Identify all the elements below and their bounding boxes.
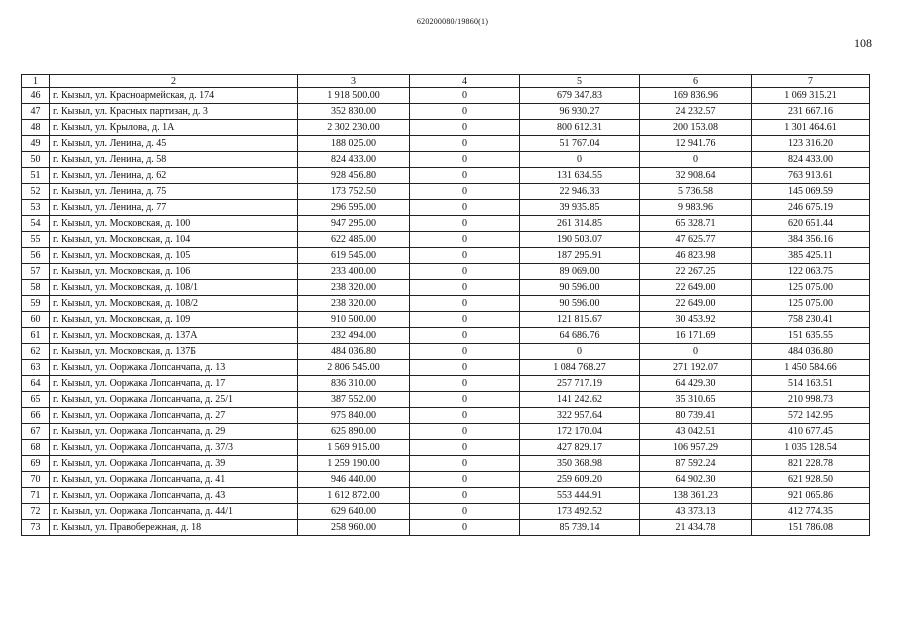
row-number: 62 xyxy=(22,344,50,360)
amount-cell: 43 373.13 xyxy=(640,504,752,520)
address-cell: г. Кызыл, ул. Ооржака Лопсанчапа, д. 39 xyxy=(50,456,298,472)
amount-cell: 12 941.76 xyxy=(640,136,752,152)
row-number: 71 xyxy=(22,488,50,504)
amount-cell: 22 649.00 xyxy=(640,280,752,296)
amount-cell: 121 815.67 xyxy=(520,312,640,328)
zero-cell: 0 xyxy=(410,472,520,488)
amount-cell: 232 494.00 xyxy=(298,328,410,344)
amount-cell: 821 228.78 xyxy=(752,456,870,472)
row-number: 59 xyxy=(22,296,50,312)
amount-cell: 90 596.00 xyxy=(520,296,640,312)
amount-cell: 824 433.00 xyxy=(752,152,870,168)
amount-cell: 200 153.08 xyxy=(640,120,752,136)
address-cell: г. Кызыл, ул. Ооржака Лопсанчапа, д. 17 xyxy=(50,376,298,392)
row-number: 64 xyxy=(22,376,50,392)
address-cell: г. Кызыл, ул. Ооржака Лопсанчапа, д. 37/3 xyxy=(50,440,298,456)
amount-cell: 21 434.78 xyxy=(640,520,752,536)
amount-cell: 384 356.16 xyxy=(752,232,870,248)
amount-cell: 47 625.77 xyxy=(640,232,752,248)
address-cell: г. Кызыл, ул. Ленина, д. 62 xyxy=(50,168,298,184)
amount-cell: 257 717.19 xyxy=(520,376,640,392)
amount-cell: 246 675.19 xyxy=(752,200,870,216)
amount-cell: 621 928.50 xyxy=(752,472,870,488)
table-row xyxy=(22,360,870,376)
amount-cell: 173 492.52 xyxy=(520,504,640,520)
amount-cell: 187 295.91 xyxy=(520,248,640,264)
address-cell: г. Кызыл, ул. Московская, д. 109 xyxy=(50,312,298,328)
amount-cell: 138 361.23 xyxy=(640,488,752,504)
address-cell: г. Кызыл, ул. Московская, д. 137Б xyxy=(50,344,298,360)
column-header: 7 xyxy=(752,75,870,88)
amount-cell: 190 503.07 xyxy=(520,232,640,248)
amount-cell: 87 592.24 xyxy=(640,456,752,472)
zero-cell: 0 xyxy=(410,408,520,424)
zero-cell: 0 xyxy=(410,328,520,344)
table-row xyxy=(22,184,870,200)
amount-cell: 975 840.00 xyxy=(298,408,410,424)
zero-cell: 0 xyxy=(410,152,520,168)
zero-cell: 0 xyxy=(410,456,520,472)
address-cell: г. Кызыл, ул. Крылова, д. 1А xyxy=(50,120,298,136)
amount-cell: 350 368.98 xyxy=(520,456,640,472)
address-cell: г. Кызыл, ул. Ленина, д. 75 xyxy=(50,184,298,200)
amount-cell: 622 485.00 xyxy=(298,232,410,248)
amount-cell: 169 836.96 xyxy=(640,88,752,104)
amount-cell: 921 065.86 xyxy=(752,488,870,504)
amount-cell: 1 569 915.00 xyxy=(298,440,410,456)
row-number: 46 xyxy=(22,88,50,104)
amount-cell: 151 786.08 xyxy=(752,520,870,536)
amount-cell: 35 310.65 xyxy=(640,392,752,408)
zero-cell: 0 xyxy=(410,104,520,120)
table-row xyxy=(22,520,870,536)
amount-cell: 758 230.41 xyxy=(752,312,870,328)
row-number: 57 xyxy=(22,264,50,280)
amount-cell: 22 267.25 xyxy=(640,264,752,280)
zero-cell: 0 xyxy=(410,264,520,280)
table-row xyxy=(22,264,870,280)
amount-cell: 387 552.00 xyxy=(298,392,410,408)
row-number: 50 xyxy=(22,152,50,168)
amount-cell: 32 908.64 xyxy=(640,168,752,184)
row-number: 72 xyxy=(22,504,50,520)
address-cell: г. Кызыл, ул. Московская, д. 100 xyxy=(50,216,298,232)
amount-cell: 258 960.00 xyxy=(298,520,410,536)
table-row xyxy=(22,488,870,504)
amount-cell: 2 806 545.00 xyxy=(298,360,410,376)
amount-cell: 0 xyxy=(640,152,752,168)
address-cell: г. Кызыл, ул. Ленина, д. 45 xyxy=(50,136,298,152)
address-cell: г. Кызыл, ул. Ооржака Лопсанчапа, д. 41 xyxy=(50,472,298,488)
address-cell: г. Кызыл, ул. Московская, д. 137А xyxy=(50,328,298,344)
row-number: 54 xyxy=(22,216,50,232)
amount-cell: 2 302 230.00 xyxy=(298,120,410,136)
amount-cell: 64 686.76 xyxy=(520,328,640,344)
table-row xyxy=(22,408,870,424)
amount-cell: 629 640.00 xyxy=(298,504,410,520)
address-cell: г. Кызыл, ул. Ооржака Лопсанчапа, д. 13 xyxy=(50,360,298,376)
amount-cell: 763 913.61 xyxy=(752,168,870,184)
row-number: 61 xyxy=(22,328,50,344)
table-row xyxy=(22,376,870,392)
row-number: 48 xyxy=(22,120,50,136)
amount-cell: 210 998.73 xyxy=(752,392,870,408)
amount-cell: 90 596.00 xyxy=(520,280,640,296)
amount-cell: 231 667.16 xyxy=(752,104,870,120)
amount-cell: 39 935.85 xyxy=(520,200,640,216)
zero-cell: 0 xyxy=(410,216,520,232)
address-cell: г. Кызыл, ул. Московская, д. 105 xyxy=(50,248,298,264)
zero-cell: 0 xyxy=(410,424,520,440)
zero-cell: 0 xyxy=(410,280,520,296)
amount-cell: 16 171.69 xyxy=(640,328,752,344)
table-row xyxy=(22,440,870,456)
amount-cell: 1 084 768.27 xyxy=(520,360,640,376)
amount-cell: 5 736.58 xyxy=(640,184,752,200)
row-number: 65 xyxy=(22,392,50,408)
zero-cell: 0 xyxy=(410,488,520,504)
amount-cell: 1 069 315.21 xyxy=(752,88,870,104)
amount-cell: 30 453.92 xyxy=(640,312,752,328)
amount-cell: 572 142.95 xyxy=(752,408,870,424)
amount-cell: 385 425.11 xyxy=(752,248,870,264)
table-row xyxy=(22,120,870,136)
amount-cell: 151 635.55 xyxy=(752,328,870,344)
row-number: 66 xyxy=(22,408,50,424)
address-cell: г. Кызыл, ул. Московская, д. 104 xyxy=(50,232,298,248)
zero-cell: 0 xyxy=(410,88,520,104)
amount-cell: 553 444.91 xyxy=(520,488,640,504)
amount-cell: 22 946.33 xyxy=(520,184,640,200)
address-cell: г. Кызыл, ул. Ооржака Лопсанчапа, д. 44/1 xyxy=(50,504,298,520)
table-row xyxy=(22,344,870,360)
row-number: 67 xyxy=(22,424,50,440)
amount-cell: 484 036.80 xyxy=(752,344,870,360)
table-row xyxy=(22,200,870,216)
column-header: 5 xyxy=(520,75,640,88)
amount-cell: 80 739.41 xyxy=(640,408,752,424)
table-row xyxy=(22,296,870,312)
amount-cell: 1 612 872.00 xyxy=(298,488,410,504)
table-row xyxy=(22,392,870,408)
amount-cell: 412 774.35 xyxy=(752,504,870,520)
address-cell: г. Кызыл, ул. Ооржака Лопсанчапа, д. 25/1 xyxy=(50,392,298,408)
document-id: 620200080/19860(1) xyxy=(416,17,489,26)
amount-cell: 125 075.00 xyxy=(752,280,870,296)
row-number: 53 xyxy=(22,200,50,216)
amount-cell: 24 232.57 xyxy=(640,104,752,120)
row-number: 73 xyxy=(22,520,50,536)
zero-cell: 0 xyxy=(410,296,520,312)
table-row xyxy=(22,232,870,248)
column-header: 3 xyxy=(298,75,410,88)
amount-cell: 46 823.98 xyxy=(640,248,752,264)
zero-cell: 0 xyxy=(410,520,520,536)
amount-cell: 620 651.44 xyxy=(752,216,870,232)
amount-cell: 427 829.17 xyxy=(520,440,640,456)
amount-cell: 9 983.96 xyxy=(640,200,752,216)
address-cell: г. Кызыл, ул. Красноармейская, д. 174 xyxy=(50,88,298,104)
address-cell: г. Кызыл, ул. Ленина, д. 58 xyxy=(50,152,298,168)
amount-cell: 271 192.07 xyxy=(640,360,752,376)
amount-cell: 1 450 584.66 xyxy=(752,360,870,376)
amount-cell: 261 314.85 xyxy=(520,216,640,232)
amount-cell: 173 752.50 xyxy=(298,184,410,200)
address-cell: г. Кызыл, ул. Московская, д. 108/1 xyxy=(50,280,298,296)
row-number: 63 xyxy=(22,360,50,376)
amount-cell: 125 075.00 xyxy=(752,296,870,312)
table-row xyxy=(22,280,870,296)
page-number: 108 xyxy=(854,36,872,50)
amount-cell: 131 634.55 xyxy=(520,168,640,184)
zero-cell: 0 xyxy=(410,120,520,136)
column-header: 4 xyxy=(410,75,520,88)
table-row xyxy=(22,424,870,440)
amount-cell: 89 069.00 xyxy=(520,264,640,280)
amount-cell: 64 902.30 xyxy=(640,472,752,488)
amount-cell: 85 739.14 xyxy=(520,520,640,536)
row-number: 70 xyxy=(22,472,50,488)
row-number: 47 xyxy=(22,104,50,120)
amount-cell: 947 295.00 xyxy=(298,216,410,232)
amount-cell: 946 440.00 xyxy=(298,472,410,488)
amount-cell: 122 063.75 xyxy=(752,264,870,280)
zero-cell: 0 xyxy=(410,376,520,392)
amount-cell: 824 433.00 xyxy=(298,152,410,168)
row-number: 58 xyxy=(22,280,50,296)
table-row xyxy=(22,472,870,488)
zero-cell: 0 xyxy=(410,136,520,152)
amount-cell: 625 890.00 xyxy=(298,424,410,440)
amount-cell: 64 429.30 xyxy=(640,376,752,392)
data-table xyxy=(21,74,870,536)
amount-cell: 0 xyxy=(520,344,640,360)
address-cell: г. Кызыл, ул. Красных партизан, д. 3 xyxy=(50,104,298,120)
amount-cell: 0 xyxy=(640,344,752,360)
row-number: 55 xyxy=(22,232,50,248)
zero-cell: 0 xyxy=(410,200,520,216)
zero-cell: 0 xyxy=(410,312,520,328)
amount-cell: 106 957.29 xyxy=(640,440,752,456)
amount-cell: 514 163.51 xyxy=(752,376,870,392)
amount-cell: 0 xyxy=(520,152,640,168)
amount-cell: 619 545.00 xyxy=(298,248,410,264)
column-header: 2 xyxy=(50,75,298,88)
table-row xyxy=(22,328,870,344)
row-number: 52 xyxy=(22,184,50,200)
zero-cell: 0 xyxy=(410,184,520,200)
amount-cell: 410 677.45 xyxy=(752,424,870,440)
address-cell: г. Кызыл, ул. Московская, д. 106 xyxy=(50,264,298,280)
amount-cell: 123 316.20 xyxy=(752,136,870,152)
amount-cell: 238 320.00 xyxy=(298,280,410,296)
amount-cell: 910 500.00 xyxy=(298,312,410,328)
amount-cell: 238 320.00 xyxy=(298,296,410,312)
address-cell: г. Кызыл, ул. Ооржака Лопсанчапа, д. 27 xyxy=(50,408,298,424)
amount-cell: 1 035 128.54 xyxy=(752,440,870,456)
row-number: 60 xyxy=(22,312,50,328)
address-cell: г. Кызыл, ул. Ленина, д. 77 xyxy=(50,200,298,216)
amount-cell: 145 069.59 xyxy=(752,184,870,200)
row-number: 49 xyxy=(22,136,50,152)
amount-cell: 188 025.00 xyxy=(298,136,410,152)
table-row xyxy=(22,456,870,472)
amount-cell: 800 612.31 xyxy=(520,120,640,136)
amount-cell: 43 042.51 xyxy=(640,424,752,440)
column-header: 1 xyxy=(22,75,50,88)
amount-cell: 22 649.00 xyxy=(640,296,752,312)
amount-cell: 322 957.64 xyxy=(520,408,640,424)
zero-cell: 0 xyxy=(410,504,520,520)
column-header: 6 xyxy=(640,75,752,88)
amount-cell: 836 310.00 xyxy=(298,376,410,392)
row-number: 68 xyxy=(22,440,50,456)
zero-cell: 0 xyxy=(410,360,520,376)
amount-cell: 141 242.62 xyxy=(520,392,640,408)
table-body xyxy=(22,88,870,536)
amount-cell: 51 767.04 xyxy=(520,136,640,152)
address-cell: г. Кызыл, ул. Правобережная, д. 18 xyxy=(50,520,298,536)
zero-cell: 0 xyxy=(410,392,520,408)
zero-cell: 0 xyxy=(410,440,520,456)
amount-cell: 296 595.00 xyxy=(298,200,410,216)
amount-cell: 96 930.27 xyxy=(520,104,640,120)
table-row xyxy=(22,504,870,520)
zero-cell: 0 xyxy=(410,248,520,264)
amount-cell: 1 918 500.00 xyxy=(298,88,410,104)
amount-cell: 928 456.80 xyxy=(298,168,410,184)
table-row xyxy=(22,248,870,264)
amount-cell: 172 170.04 xyxy=(520,424,640,440)
table-row xyxy=(22,152,870,168)
table-row xyxy=(22,104,870,120)
table-row xyxy=(22,312,870,328)
amount-cell: 65 328.71 xyxy=(640,216,752,232)
amount-cell: 233 400.00 xyxy=(298,264,410,280)
amount-cell: 352 830.00 xyxy=(298,104,410,120)
amount-cell: 1 301 464.61 xyxy=(752,120,870,136)
zero-cell: 0 xyxy=(410,232,520,248)
amount-cell: 259 609.20 xyxy=(520,472,640,488)
address-cell: г. Кызыл, ул. Ооржака Лопсанчапа, д. 29 xyxy=(50,424,298,440)
row-number: 69 xyxy=(22,456,50,472)
table-row xyxy=(22,168,870,184)
row-number: 56 xyxy=(22,248,50,264)
zero-cell: 0 xyxy=(410,168,520,184)
table-header-row xyxy=(22,75,870,88)
amount-cell: 484 036.80 xyxy=(298,344,410,360)
address-cell: г. Кызыл, ул. Ооржака Лопсанчапа, д. 43 xyxy=(50,488,298,504)
amount-cell: 679 347.83 xyxy=(520,88,640,104)
address-cell: г. Кызыл, ул. Московская, д. 108/2 xyxy=(50,296,298,312)
table-row xyxy=(22,88,870,104)
table-row xyxy=(22,136,870,152)
table-row xyxy=(22,216,870,232)
zero-cell: 0 xyxy=(410,344,520,360)
row-number: 51 xyxy=(22,168,50,184)
amount-cell: 1 259 190.00 xyxy=(298,456,410,472)
